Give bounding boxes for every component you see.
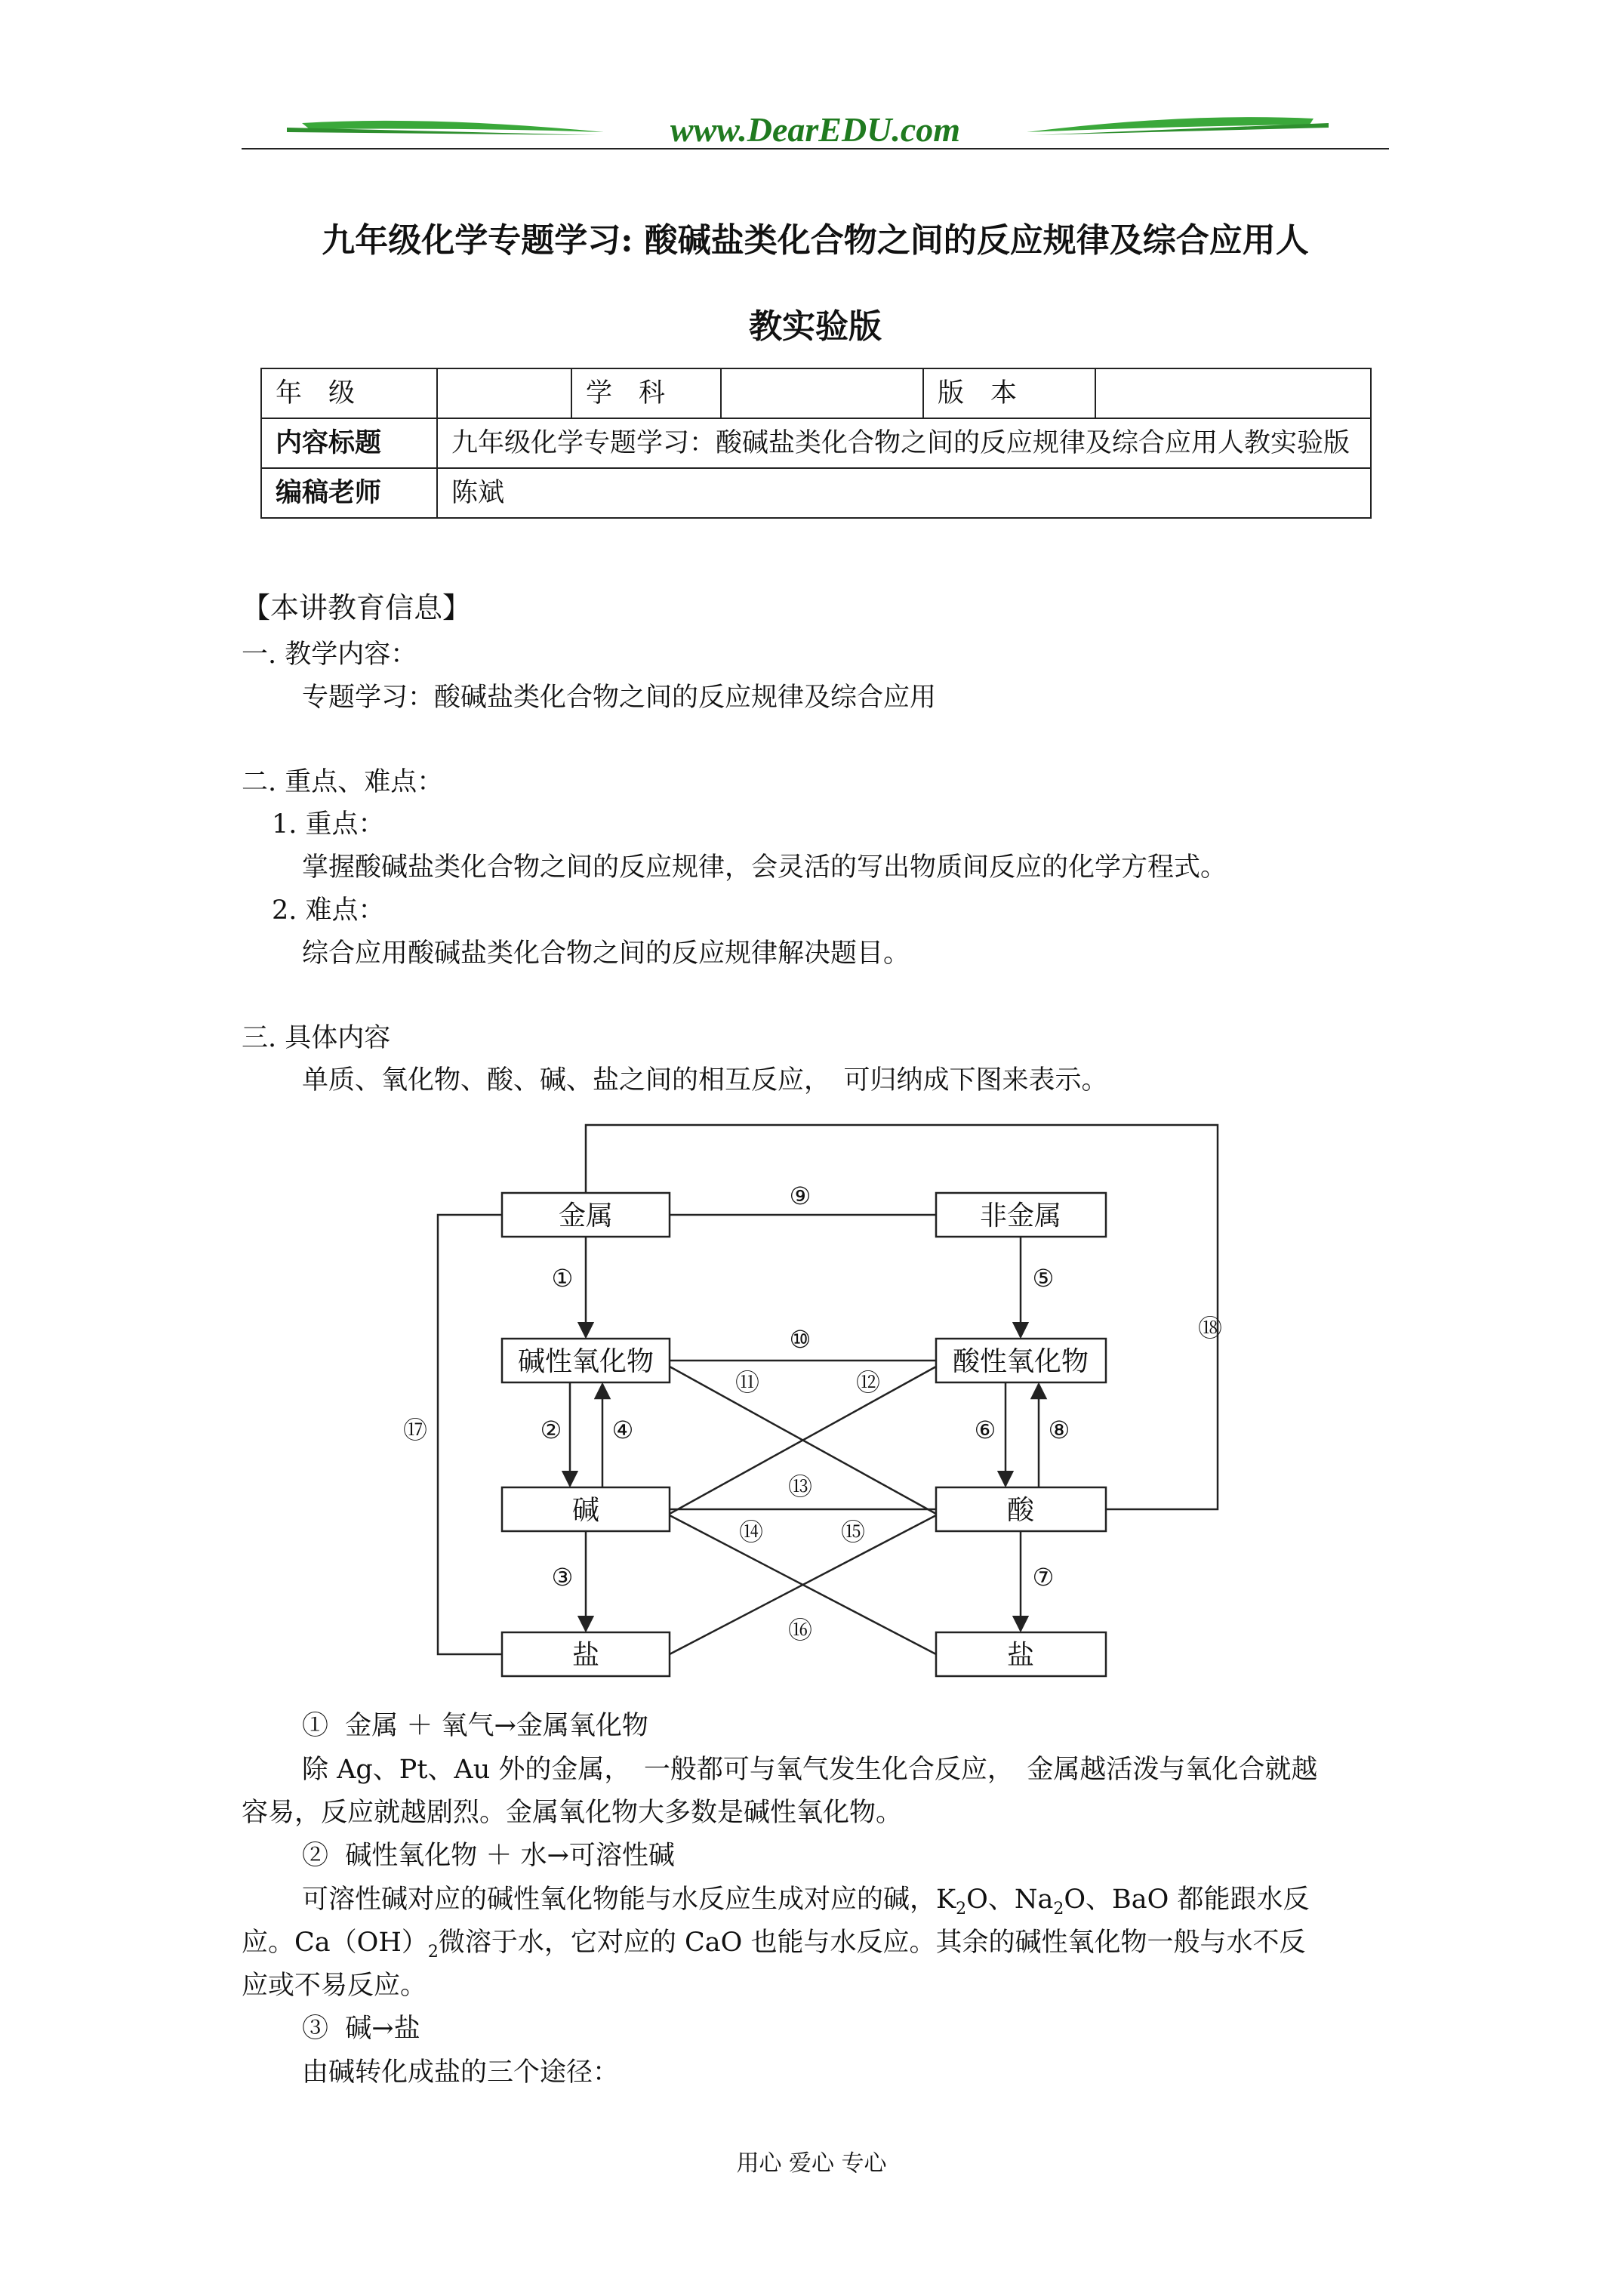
header-rule [242,148,1389,149]
num-12: ⑫ [855,1368,881,1397]
rule-2-text-c: 应或不易反应。 [242,1971,427,2001]
editor-value: 陈斌 [437,468,1371,518]
num-17: ⑰ [402,1416,428,1444]
page-title-line1: 九年级化学专题学习: 酸碱盐类化合物之间的反应规律及综合应用人 [322,221,1309,260]
rule-3-number: ③ [302,2014,329,2044]
section-1-text: 专题学习：酸碱盐类化合物之间的反应规律及综合应用 [302,683,937,713]
section-3-intro: 单质、氧化物、酸、碱、盐之间的相互反应， 可归纳成下图来表示。 [302,1065,1108,1096]
rule-2-heading: 碱性氧化物 ＋ 水→可溶性碱 [345,1841,675,1871]
num-6: ⑥ [974,1416,996,1444]
grade-value [437,368,571,418]
label-salt-left: 盐 [571,1640,600,1671]
reaction-diagram [393,1117,1246,1691]
label-acid: 酸 [1006,1495,1035,1526]
num-10: ⑩ [789,1325,812,1354]
rule-2-text-b2: 微溶于水，它对应的 CaO 也能与水反应。其余的碱性氧化物一般与水不反 [438,1928,1306,1958]
page-footer: 用心 爱心 专心 [736,2150,887,2177]
rule-3-heading: 碱→盐 [345,2014,420,2044]
num-1: ① [551,1264,574,1293]
rule-1-number: ① [302,1711,329,1741]
label-salt-right: 盐 [1006,1640,1035,1671]
version-value [1095,368,1371,418]
num-16: ⑯ [787,1616,813,1644]
page-title-line2: 教实验版 [749,307,882,346]
subject-value [721,368,923,418]
rule-2-number: ② [302,1841,329,1871]
num-5: ⑤ [1032,1264,1055,1293]
rule-1-heading: 金属 ＋ 氧气→金属氧化物 [345,1711,648,1741]
rule-2-text-b1: 应。Ca（OH） [242,1928,428,1958]
grade-label: 年 级 [261,368,437,418]
subscript: 2 [427,1943,439,1962]
num-2: ② [540,1416,562,1444]
rule-3-head [302,2007,420,2051]
rule-2-text-a3: O、BaO 都能跟水反 [1064,1885,1310,1915]
subscript: 2 [1053,1900,1064,1918]
rule-2-text-a2: O、Na [966,1885,1054,1915]
num-7: ⑦ [1032,1563,1055,1592]
section-2-item2-title: 2. 难点： [272,895,385,926]
version-label: 版 本 [923,368,1095,418]
num-3: ③ [551,1563,574,1592]
num-13: ⑬ [787,1472,813,1501]
label-acidic-oxide: 酸性氧化物 [952,1346,1089,1377]
rule-1-text-b: 容易，反应就越剧烈。金属氧化物大多数是碱性氧化物。 [242,1798,903,1828]
section-2-item1-title: 1. 重点： [272,809,385,840]
content-title-label: 内容标题 [261,418,437,468]
section-3-title: 三. 具体内容 [242,1023,391,1053]
num-11: ⑪ [735,1368,760,1397]
editor-label: 编稿老师 [261,468,437,518]
section-2-item2-text: 综合应用酸碱盐类化合物之间的反应规律解决题目。 [302,938,910,969]
logo-text: www.DearEDU.com [670,110,961,149]
rule-2-head [302,1834,675,1878]
rule-2-text-a1: 可溶性碱对应的碱性氧化物能与水反应生成对应的碱，K [302,1885,956,1915]
label-basic-oxide: 碱性氧化物 [517,1346,654,1377]
num-14: ⑭ [738,1518,764,1546]
info-table [260,368,1372,519]
label-nonmetal: 非金属 [979,1200,1062,1231]
label-metal: 金属 [558,1200,614,1231]
num-8: ⑧ [1048,1416,1070,1444]
num-9: ⑨ [789,1182,812,1210]
num-4: ④ [611,1416,634,1444]
subscript: 2 [956,1900,967,1918]
num-15: ⑮ [840,1518,866,1546]
section-header: 【本讲教育信息】 [242,591,472,624]
label-base: 碱 [571,1495,600,1526]
content-title-value: 九年级化学专题学习：酸碱盐类化合物之间的反应规律及综合应用人教实验版 [437,418,1371,468]
section-2-item1-text: 掌握酸碱盐类化合物之间的反应规律，会灵活的写出物质间反应的化学方程式。 [302,852,1227,883]
section-1-title: 一. 教学内容： [242,639,417,670]
rule-1-head [302,1704,648,1748]
subject-label: 学 科 [571,368,721,418]
rule-1-text-a: 除 Ag、Pt、Au 外的金属， 一般都可与氧气发生化合反应， 金属越活泼与氧化合就越 [302,1755,1318,1785]
num-18: ⑱ [1197,1314,1223,1342]
rule-3-text: 由碱转化成盐的三个途径： [302,2057,620,2088]
section-2-title: 二. 重点、难点： [242,767,444,797]
deardu-logo [242,102,1389,159]
